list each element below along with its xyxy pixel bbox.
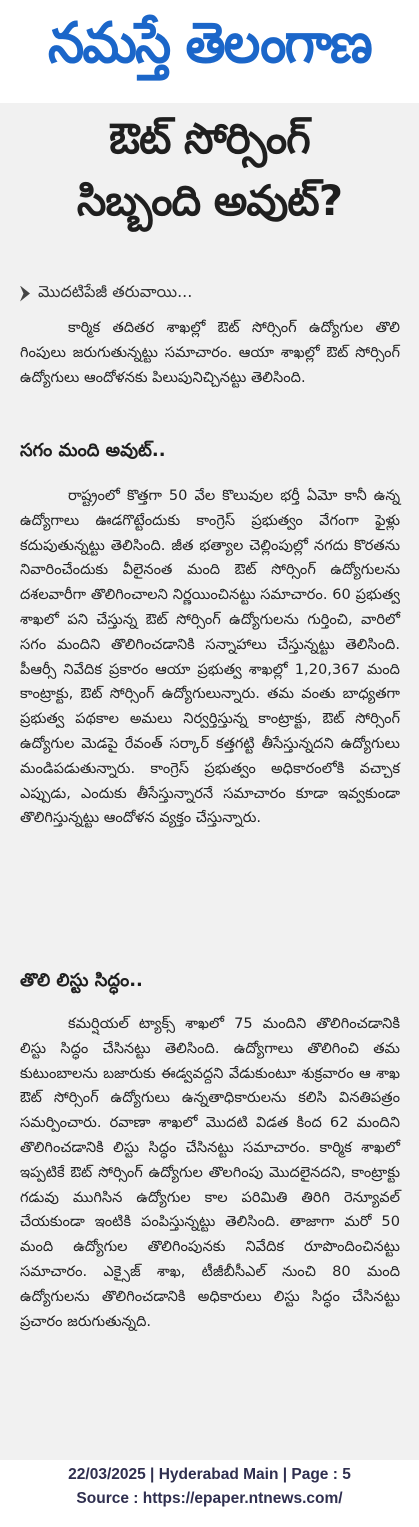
masthead (0, 0, 419, 100)
continued-from-row (20, 282, 192, 305)
section-heading-2: తొలి లిస్టు సిద్ధం.. (20, 970, 143, 991)
section-2-body: కమర్షియల్ ట్యాక్స్ శాఖలో 75 మందిని తొలిగించడానికి లిస్టు సిద్ధం చేసినట్టు తెలిసింది. ఉద్యోగాలు తొలిగించి తమ కుటుంబాలను బజారుకు ఈడ్వవద్దని వేడుకుంటూ శుక్రవారం ఆ శాఖ ఔట్ సోర్సింగ్ ఉద్యోగులు ఉన్నతాధికారులను కలిసి వినతిపత్రం సమర్పించారు. రవాణా శాఖలో మొదటి విడత కింద 62 మందిని తొలిగించడానికి లిస్టు సిద్ధం చేసినట్టు సమాచారం. కార్మిక శాఖలో ఇప్పటికే ఔట్ సోర్సింగ్ ఉద్యోగుల తొలగింపు మొదలైనదని, కాంట్రాక్టు గడువు ముగిసిన ఉద్యోగుల కాల పరిమితి తిరిగి రెన్యూవల్ చేయకుండా ఇంటికి పంపిస్తున్నట్టు తెలిసింది. తాజాగా మరో 50 మంది ఉద్యోగుల తొలిగింపునకు నివేదిక రూపొందించినట్టు సమాచారం. ఎక్సైజ్ శాఖ, టీజీబీసీఎల్ నుంచి 80 మంది ఉద్యోగులను తొలిగించడానికి అధికారులు లిస్టు సిద్ధం చేసినట్టు ప్రచారం జరుగుతున్నది. (20, 1015, 400, 1330)
edition-info: 22/03/2025 | Hyderabad Main | Page : 5 (68, 1466, 351, 1483)
section-heading-1: సగం మంది అవుట్.. (20, 440, 166, 461)
newspaper-logo: నమస్తే తెలంగాణ (48, 10, 371, 76)
headline-line-1: ఔట్ సోర్సింగ్ (109, 114, 310, 163)
headline-line-2: సిబ్బంది అవుట్? (76, 176, 343, 225)
section-1-body: రాష్ట్రంలో కొత్తగా 50 వేల కొలువుల భర్తీ ఏమో కానీ ఉన్న ఉద్యోగాలు ఊడగొట్టేందుకు కాంగ్రెస్ ప్రభుత్వం వేగంగా ఫైళ్లు కదుపుతున్నట్టు తెలిసింది. జీత భత్యాల చెల్లింపుల్లో నగదు కొరతను నివారించేందుకు వీలైనంత మంది ఔట్ సోర్సింగ్ ఉద్యోగులను దశలవారీగా తొలిగించాలని నిర్ణయించినట్టు సమాచారం. 60 ప్రభుత్వ శాఖలో పని చేస్తున్న ఔట్ సోర్సింగ్ ఉద్యోగులను గుర్తించి, వారిలో సగం మందిని తొలిగించడానికి సన్నాహాలు చేస్తున్నట్టు తెలిసింది. పీఆర్సీ నివేదిక ప్రకారం ఆయా ప్రభుత్వ శాఖల్లో 1,20,367 మంది కాంట్రాక్టు, ఔట్ సోర్సింగ్ ఉద్యోగులున్నారు. తమ వంతు బాధ్యతగా ప్రభుత్వ పథకాల అమలు నిర్వర్తిస్తున్న కాంట్రాక్టు, ఔట్ సోర్సింగ్ ఉద్యోగుల మెడపై రేవంత్ సర్కార్ కత్తగట్టి తీసేస్తున్నదని ఉద్యోగులు మండిపడుతున్నారు. కాంగ్రెస్ ప్రభుత్వం అధికారంలోకి వచ్చాక ఎప్పుడు, ఎందుకు తీసేస్తున్నారనే సమాచారం కూడా ఇవ్వకుండా తొలిగిస్తున్నట్టు ఆందోళన వ్యక్తం చేస్తున్నారు. (20, 487, 400, 827)
chevron-right-icon (20, 286, 30, 302)
continued-from-label: మొదటిపేజీ తరువాయి... (38, 282, 193, 301)
intro-paragraph: కార్మిక తదితర శాఖల్లో ఔట్ సోర్సింగ్ ఉద్యోగుల తొలి గింపులు జరుగుతున్నట్టు సమాచారం. ఆయా శాఖల్లో ఔట్ సోర్సింగ్ ఉద్యోగులు ఆందోళనకు పిలుపునిచ్చినట్టు తెలిసింది. (20, 319, 400, 386)
source-link[interactable]: Source : https://epaper.ntnews.com/ (76, 1490, 343, 1507)
article-headline (0, 108, 419, 232)
